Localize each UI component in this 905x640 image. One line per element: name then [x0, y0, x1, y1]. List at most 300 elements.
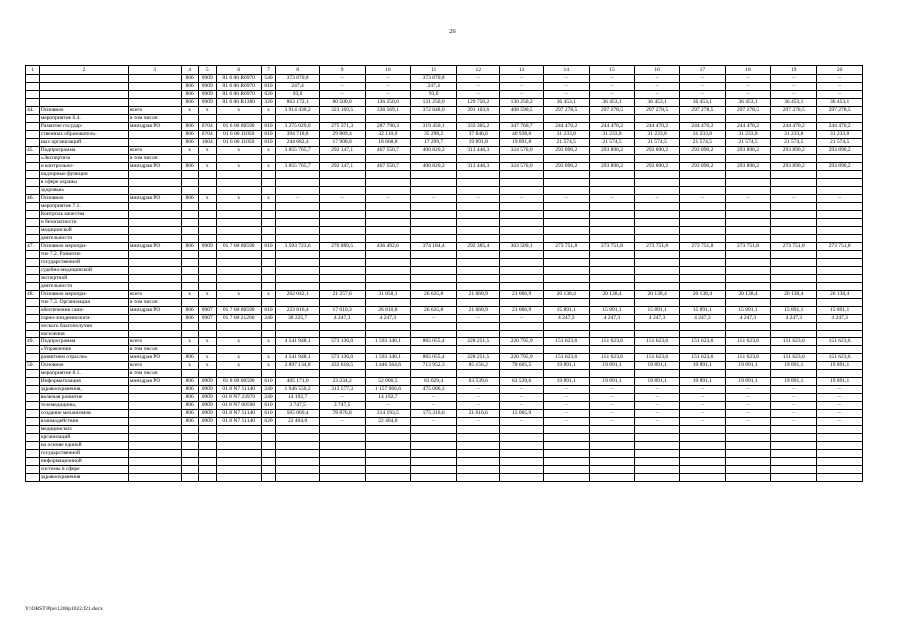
amount-cell — [411, 218, 457, 226]
amount-cell — [771, 346, 817, 354]
column-header: 17 — [679, 66, 725, 75]
amount-cell — [725, 258, 771, 266]
amount-cell: – — [500, 314, 543, 322]
amount-cell — [500, 330, 543, 338]
column-header: 6 — [216, 66, 261, 75]
executor-cell: всего — [128, 338, 181, 346]
budget-code-cell: 0909 — [198, 98, 216, 106]
budget-code-cell — [198, 234, 216, 242]
amount-cell: 26 635,8 — [411, 306, 457, 314]
amount-cell — [725, 226, 771, 234]
amount-cell — [679, 450, 725, 458]
amount-cell: – — [771, 402, 817, 410]
amount-cell — [500, 442, 543, 450]
budget-code-cell — [216, 474, 261, 482]
amount-cell: – — [679, 75, 725, 83]
budget-code-cell: х — [261, 290, 276, 298]
budget-code-cell: 0909 — [198, 242, 216, 250]
amount-cell: – — [589, 418, 635, 426]
amount-cell — [411, 466, 457, 474]
amount-cell — [365, 322, 411, 330]
executor-cell — [128, 138, 181, 146]
budget-code-cell: 806 — [181, 386, 198, 394]
executor-cell — [128, 258, 181, 266]
row-number-cell — [26, 75, 40, 83]
amount-cell: 223 816,4 — [276, 306, 319, 314]
amount-cell: – — [500, 90, 543, 98]
amount-cell — [725, 346, 771, 354]
amount-cell — [635, 218, 680, 226]
amount-cell — [679, 274, 725, 282]
budget-code-cell — [261, 434, 276, 442]
amount-cell: – — [771, 75, 817, 83]
budget-code-cell — [261, 458, 276, 466]
amount-cell — [365, 282, 411, 290]
amount-cell: 297 278,5 — [817, 106, 863, 114]
table-row — [26, 458, 863, 466]
amount-cell — [276, 186, 319, 194]
amount-cell: 19 891,1 — [589, 362, 635, 370]
amount-cell — [771, 250, 817, 258]
program-name-cell: Подпрограмма — [39, 146, 128, 154]
amount-cell — [771, 434, 817, 442]
amount-cell: 228 251,5 — [457, 354, 500, 362]
amount-cell — [725, 154, 771, 162]
amount-cell: 19 891,1 — [635, 378, 680, 386]
amount-cell — [725, 170, 771, 178]
amount-cell: 78 876,8 — [319, 410, 365, 418]
budget-code-cell: 320 — [261, 98, 276, 106]
budget-code-cell: 0909 — [198, 410, 216, 418]
amount-cell — [457, 186, 500, 194]
amount-cell: – — [771, 418, 817, 426]
amount-cell — [276, 466, 319, 474]
amount-cell: 573 136,0 — [319, 354, 365, 362]
row-number-cell — [26, 418, 40, 426]
amount-cell — [365, 474, 411, 482]
budget-code-cell: 806 — [181, 90, 198, 98]
budget-code-cell: 240 — [261, 314, 276, 322]
executor-cell — [128, 274, 181, 282]
amount-cell: 19 891,1 — [679, 362, 725, 370]
amount-cell — [319, 218, 365, 226]
amount-cell: 3 855 765,7 — [276, 146, 319, 154]
executor-cell — [128, 442, 181, 450]
amount-cell — [457, 266, 500, 274]
amount-cell — [319, 434, 365, 442]
amount-cell — [543, 178, 589, 186]
executor-cell — [128, 186, 181, 194]
amount-cell: 4 247,3 — [679, 314, 725, 322]
amount-cell — [543, 282, 589, 290]
row-number-cell — [26, 114, 40, 122]
amount-cell — [276, 322, 319, 330]
budget-code-cell: х — [216, 354, 261, 362]
budget-code-cell: х — [216, 290, 261, 298]
amount-cell: 323 169,5 — [319, 106, 365, 114]
row-number-cell: 45. — [26, 146, 40, 154]
amount-cell: 19 891,1 — [725, 362, 771, 370]
amount-cell: – — [817, 394, 863, 402]
row-number-cell — [26, 210, 40, 218]
amount-cell — [543, 210, 589, 218]
amount-cell — [411, 154, 457, 162]
amount-cell — [457, 258, 500, 266]
budget-code-cell — [261, 426, 276, 434]
amount-cell — [319, 258, 365, 266]
amount-cell — [589, 458, 635, 466]
amount-cell — [725, 186, 771, 194]
program-name-cell: создание механизмов — [39, 410, 128, 418]
amount-cell: – — [500, 194, 543, 202]
budget-code-cell — [181, 226, 198, 234]
table-row — [26, 266, 863, 274]
amount-cell: – — [411, 194, 457, 202]
amount-cell: 130 250,2 — [500, 98, 543, 106]
amount-cell — [771, 298, 817, 306]
program-name-cell: здравоохранения, — [39, 386, 128, 394]
amount-cell: – — [635, 82, 680, 90]
amount-cell: – — [365, 90, 411, 98]
footer-file-path: Y:\ORST\Ppo\1206p1022.f21.docx — [25, 606, 103, 612]
table-row — [26, 330, 863, 338]
amount-cell — [725, 210, 771, 218]
budget-code-cell — [261, 346, 276, 354]
amount-cell — [276, 250, 319, 258]
budget-code-cell: 01 6 00 11050 — [216, 138, 261, 146]
column-header: 2 — [39, 66, 128, 75]
amount-cell: – — [589, 410, 635, 418]
amount-cell — [500, 274, 543, 282]
amount-cell — [500, 346, 543, 354]
budget-code-cell: 0909 — [198, 394, 216, 402]
program-name-cell: тарно-эпидемиологи- — [39, 314, 128, 322]
amount-cell: 19 891,1 — [589, 378, 635, 386]
amount-cell — [771, 442, 817, 450]
amount-cell: – — [679, 194, 725, 202]
amount-cell: 93,0 — [276, 90, 319, 98]
budget-code-cell: х — [181, 106, 198, 114]
row-number-cell — [26, 90, 40, 98]
budget-code-cell — [198, 178, 216, 186]
executor-cell — [128, 210, 181, 218]
amount-cell — [500, 458, 543, 466]
executor-cell: минздрав РО — [128, 162, 181, 170]
amount-cell — [817, 466, 863, 474]
amount-cell: 293 890,2 — [589, 162, 635, 170]
amount-cell — [817, 258, 863, 266]
amount-cell: 36 453,1 — [725, 98, 771, 106]
table-row — [26, 170, 863, 178]
amount-cell — [500, 170, 543, 178]
amount-cell — [771, 226, 817, 234]
amount-cell — [319, 330, 365, 338]
budget-code-cell: х — [181, 146, 198, 154]
amount-cell — [679, 178, 725, 186]
budget-code-cell: 01 6 00 R6970 — [216, 82, 261, 90]
amount-cell: – — [543, 402, 589, 410]
budget-code-cell — [181, 114, 198, 122]
budget-code-cell: 806 — [181, 378, 198, 386]
amount-cell: 36 453,1 — [635, 98, 680, 106]
budget-code-cell: 806 — [181, 122, 198, 130]
amount-cell: 15 891,1 — [771, 306, 817, 314]
amount-cell: 19 891,1 — [771, 378, 817, 386]
budget-code-cell: 806 — [181, 402, 198, 410]
amount-cell — [411, 282, 457, 290]
budget-code-cell: 610 — [261, 378, 276, 386]
amount-cell: – — [725, 386, 771, 394]
amount-cell: 293 890,2 — [725, 146, 771, 154]
amount-cell: – — [457, 418, 500, 426]
amount-cell: 3 747,5 — [276, 402, 319, 410]
amount-cell: – — [635, 418, 680, 426]
budget-code-cell — [261, 282, 276, 290]
table-row — [26, 274, 863, 282]
amount-cell: 19 891,8 — [457, 138, 500, 146]
amount-cell — [457, 298, 500, 306]
amount-cell: 292 385,4 — [457, 242, 500, 250]
budget-code-cell — [181, 346, 198, 354]
executor-cell — [128, 178, 181, 186]
amount-cell — [635, 298, 680, 306]
amount-cell: 573 136,0 — [319, 338, 365, 346]
table-row — [26, 290, 863, 298]
amount-cell — [589, 426, 635, 434]
amount-cell — [457, 170, 500, 178]
amount-cell: – — [500, 394, 543, 402]
amount-cell — [589, 170, 635, 178]
amount-cell — [771, 458, 817, 466]
column-header: 10 — [365, 66, 411, 75]
budget-code-cell — [261, 210, 276, 218]
budget-code-cell: 806 — [181, 138, 198, 146]
amount-cell: – — [319, 75, 365, 83]
budget-code-cell — [198, 346, 216, 354]
amount-cell — [457, 226, 500, 234]
amount-cell — [411, 474, 457, 482]
budget-code-cell — [216, 114, 261, 122]
amount-cell: 14 192,7 — [365, 394, 411, 402]
amount-cell — [679, 234, 725, 242]
budget-code-cell — [261, 274, 276, 282]
amount-cell: – — [411, 314, 457, 322]
amount-cell: 22 404,0 — [276, 418, 319, 426]
table-row — [26, 386, 863, 394]
amount-cell: 400 820,2 — [411, 146, 457, 154]
row-number-cell — [26, 282, 40, 290]
amount-cell — [817, 346, 863, 354]
row-number-cell — [26, 394, 40, 402]
table-row — [26, 314, 863, 322]
budget-code-cell: 01 8 N7 51140 — [216, 418, 261, 426]
amount-cell — [589, 434, 635, 442]
column-header: 3 — [128, 66, 181, 75]
budget-code-cell — [181, 250, 198, 258]
program-name-cell: «Экспертиза — [39, 154, 128, 162]
amount-cell — [457, 218, 500, 226]
amount-cell — [679, 210, 725, 218]
amount-cell — [635, 450, 680, 458]
program-name-cell: Информатизация — [39, 378, 128, 386]
budget-code-cell: 610 — [261, 242, 276, 250]
budget-code-cell: 806 — [181, 306, 198, 314]
amount-cell: – — [679, 82, 725, 90]
amount-cell: 63 629,4 — [411, 378, 457, 386]
budget-code-cell: х — [216, 146, 261, 154]
amount-cell: – — [589, 194, 635, 202]
amount-cell: – — [319, 418, 365, 426]
table-row — [26, 106, 863, 114]
budget-code-cell: 806 — [181, 130, 198, 138]
budget-code-cell: 01 8 N7 00590 — [216, 402, 261, 410]
budget-code-cell — [181, 330, 198, 338]
amount-cell — [365, 258, 411, 266]
budget-code-cell: 806 — [181, 314, 198, 322]
row-number-cell — [26, 370, 40, 378]
row-number-cell — [26, 218, 40, 226]
table-row — [26, 410, 863, 418]
amount-cell — [319, 474, 365, 482]
row-number-cell — [26, 274, 40, 282]
amount-cell — [365, 202, 411, 210]
budget-code-cell — [216, 250, 261, 258]
amount-cell: 297 278,5 — [679, 106, 725, 114]
amount-cell — [725, 322, 771, 330]
amount-cell — [276, 114, 319, 122]
table-row — [26, 202, 863, 210]
table-row — [26, 378, 863, 386]
row-number-cell — [26, 186, 40, 194]
amount-cell — [500, 426, 543, 434]
amount-cell — [771, 266, 817, 274]
budget-code-cell: 1004 — [198, 138, 216, 146]
amount-cell: – — [319, 90, 365, 98]
budget-code-cell — [198, 210, 216, 218]
budget-code-cell — [181, 450, 198, 458]
executor-cell: в том числе: — [128, 370, 181, 378]
program-name-cell: мероприятие 8.1. — [39, 370, 128, 378]
amount-cell — [679, 170, 725, 178]
amount-cell: – — [500, 402, 543, 410]
budget-code-cell — [261, 226, 276, 234]
amount-cell — [725, 474, 771, 482]
budget-code-cell: х — [261, 338, 276, 346]
amount-cell: 293 890,2 — [679, 146, 725, 154]
budget-code-cell — [261, 298, 276, 306]
amount-cell — [457, 458, 500, 466]
amount-cell: – — [457, 314, 500, 322]
budget-code-cell: 01 6 00 R6970 — [216, 75, 261, 83]
amount-cell — [679, 466, 725, 474]
amount-cell — [543, 346, 589, 354]
amount-cell — [411, 434, 457, 442]
amount-cell: 21 060,9 — [500, 306, 543, 314]
amount-cell — [817, 210, 863, 218]
budget-code-cell: 610 — [261, 306, 276, 314]
amount-cell: – — [771, 394, 817, 402]
table-row — [26, 82, 863, 90]
amount-cell — [725, 202, 771, 210]
table-row — [26, 90, 863, 98]
amount-cell: 467 550,7 — [365, 146, 411, 154]
amount-cell — [457, 114, 500, 122]
budget-code-cell — [261, 330, 276, 338]
amount-cell — [365, 346, 411, 354]
amount-cell — [319, 114, 365, 122]
amount-cell — [771, 330, 817, 338]
budget-code-cell — [216, 218, 261, 226]
amount-cell: 21 060,9 — [457, 306, 500, 314]
amount-cell — [411, 170, 457, 178]
column-header: 13 — [500, 66, 543, 75]
amount-cell — [500, 250, 543, 258]
amount-cell — [635, 170, 680, 178]
amount-cell — [365, 154, 411, 162]
table-row — [26, 122, 863, 130]
amount-cell: 244 470,2 — [635, 122, 680, 130]
amount-cell: – — [457, 394, 500, 402]
amount-cell — [365, 450, 411, 458]
amount-cell: 36 453,1 — [771, 98, 817, 106]
amount-cell: 151 623,6 — [543, 354, 589, 362]
table-row — [26, 354, 863, 362]
amount-cell — [457, 178, 500, 186]
table-row — [26, 146, 863, 154]
row-number-cell — [26, 346, 40, 354]
amount-cell — [365, 226, 411, 234]
amount-cell: – — [817, 75, 863, 83]
row-number-cell — [26, 138, 40, 146]
amount-cell — [543, 114, 589, 122]
budget-code-cell: 0909 — [198, 418, 216, 426]
amount-cell: – — [635, 75, 680, 83]
budget-code-cell — [198, 298, 216, 306]
program-name-cell: «Управление — [39, 346, 128, 354]
amount-cell: 21 574,5 — [679, 138, 725, 146]
budget-code-cell: х — [261, 362, 276, 370]
executor-cell — [128, 170, 181, 178]
amount-cell — [319, 322, 365, 330]
program-name-cell: медицинской — [39, 226, 128, 234]
amount-cell — [543, 202, 589, 210]
budget-code-cell — [198, 330, 216, 338]
program-name-cell: медицинских — [39, 426, 128, 434]
amount-cell: 436 492,6 — [365, 242, 411, 250]
amount-cell — [679, 434, 725, 442]
table-row — [26, 242, 863, 250]
budget-code-cell — [216, 274, 261, 282]
amount-cell: 31 058,1 — [365, 290, 411, 298]
table-row — [26, 210, 863, 218]
amount-cell: 4 247,3 — [365, 314, 411, 322]
amount-cell — [589, 442, 635, 450]
amount-cell — [679, 266, 725, 274]
amount-cell: 293 890,2 — [543, 162, 589, 170]
executor-cell — [128, 474, 181, 482]
amount-cell — [319, 170, 365, 178]
amount-cell: 273 751,8 — [543, 242, 589, 250]
amount-cell: – — [725, 402, 771, 410]
amount-cell: 1 593 346,1 — [365, 354, 411, 362]
budget-code-cell: 01 7 00 21200 — [216, 314, 261, 322]
amount-cell: – — [457, 386, 500, 394]
amount-cell — [589, 210, 635, 218]
budget-code-cell: 610 — [261, 82, 276, 90]
amount-cell — [589, 450, 635, 458]
amount-cell: 297 278,5 — [771, 106, 817, 114]
amount-cell — [276, 282, 319, 290]
